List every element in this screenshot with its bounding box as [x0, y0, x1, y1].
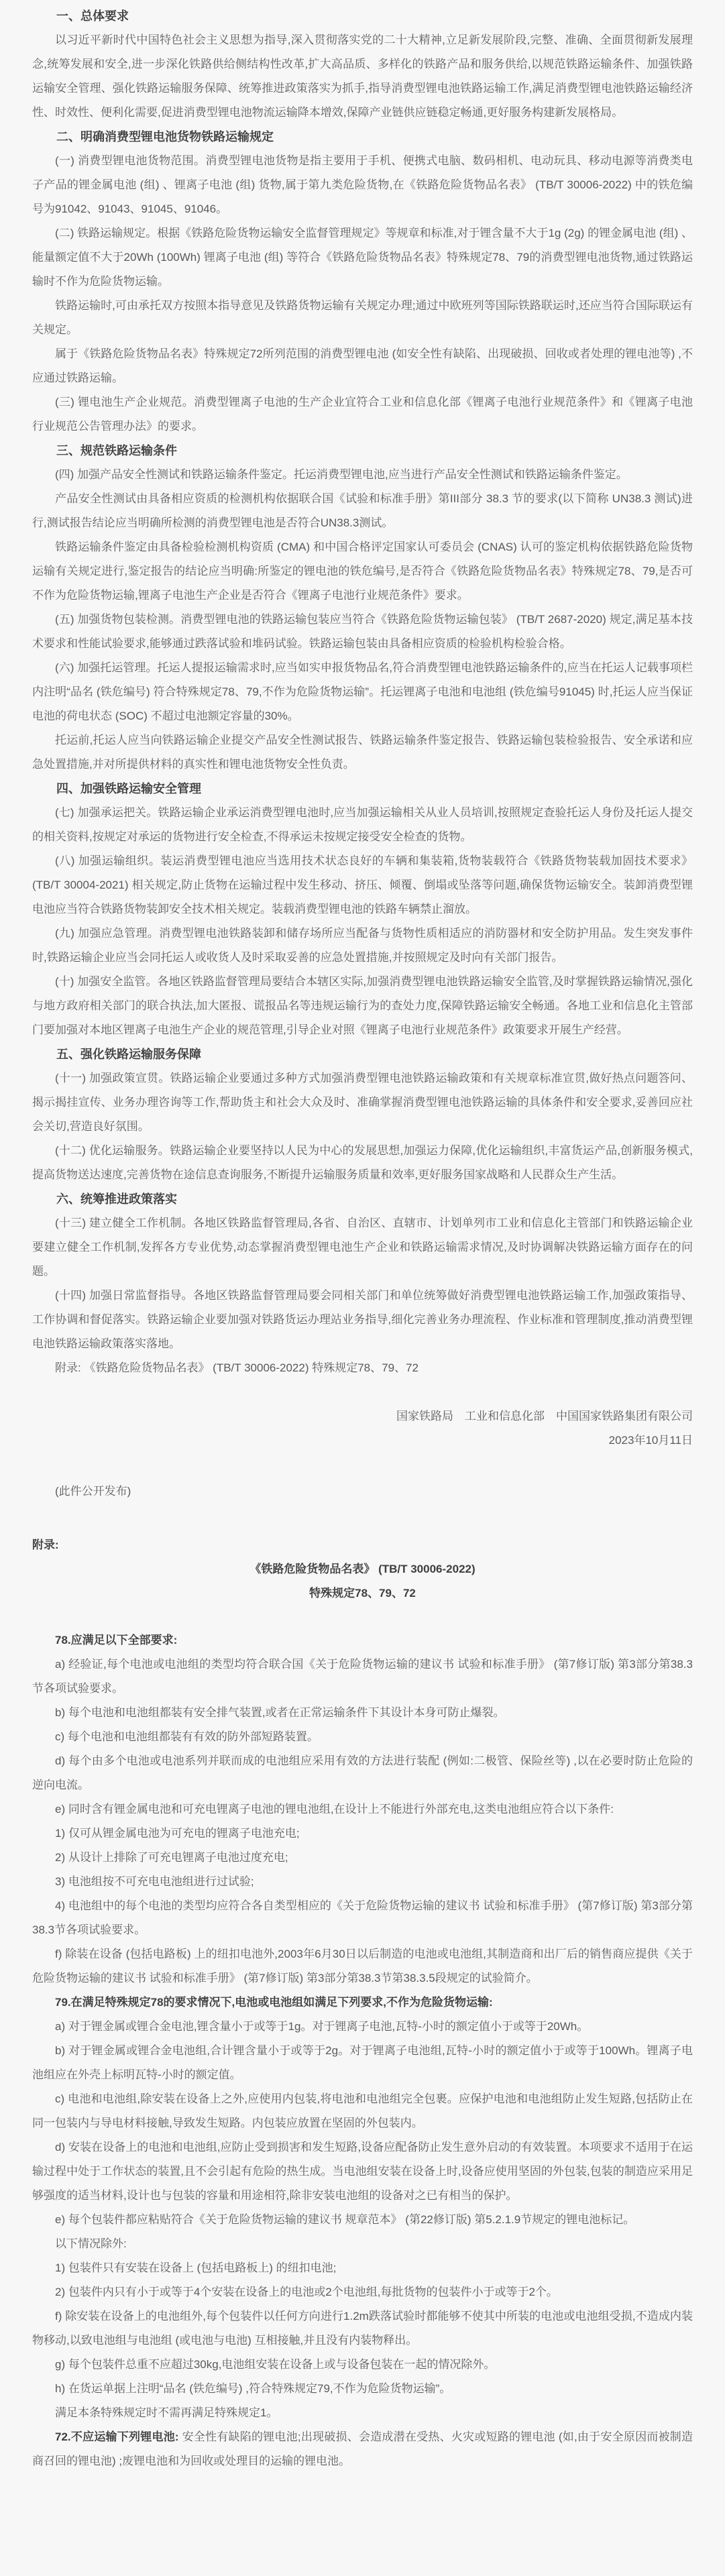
rule-item: a) 对于锂金属或锂合金电池,锂含量小于或等于1g。对于锂离子电池,瓦特-小时的额定值小于或等于20Wh。 [55, 2020, 589, 2033]
rule-subitem: 3) 电池组按不可充电电池组进行过试验; [55, 1875, 254, 1888]
paragraph: (十四) 加强日常监督指导。各地区铁路监督管理局要会同相关部门和单位统筹做好消费型锂电池铁路运输工作,加强政策指导、工作协调和督促落实。铁路运输企业要加强对铁路货运办理站业务指导,细化完善业务办理流程、作业标准和管理制度,推动消费型锂电池铁路运输政策落实落地。 [32, 1289, 693, 1350]
rule-item: g) 每个包装件总重不应超过30kg,电池组安装在设备上或与设备包装在一起的情况除外。 [55, 2358, 496, 2371]
rule-item: b) 对于锂金属或锂合金电池组,合计锂含量小于或等于2g。对于锂离子电池组,瓦特-小时的额定值小于或等于100Wh。锂离子电池组应在外壳上标明瓦特-小时的额定值。 [32, 2044, 693, 2081]
paragraph: 属于《铁路危险货物品名表》特殊规定72所列范围的消费型锂电池 (如安全性有缺陷、出现破损、回收或者处理的锂电池等) ,不应通过铁路运输。 [32, 347, 693, 384]
rule-item: h) 在货运单据上注明“品名 (铁危编号) ,符合特殊规定79,不作为危险货物运输”。 [55, 2382, 451, 2395]
paragraph: 以习近平新时代中国特色社会主义思想为指导,深入贯彻落实党的二十大精神,立足新发展阶段,完整、准确、全面贯彻新发展理念,统筹发展和安全,进一步深化铁路供给侧结构性改革,扩大高品质、多样化的铁路产品和服务供给,以规范铁路运输条件、加强铁路运输安全管理、强化铁路运输服务保障、统筹推进政策落实为抓手,指导消费型锂电池铁路运输工作,满足消费型锂电池铁路运输经济性、时效性、便利化需要,促进消费型锂电池物流运输降本增效,保障产业链供应链稳定畅通,更好服务构建新发展格局。 [32, 34, 693, 119]
section-heading-4: 四、加强铁路运输安全管理 [56, 782, 201, 795]
paragraph: 铁路运输时,可由承托双方按照本指导意见及铁路货物运输有关规定办理;通过中欧班列等国际铁路联运时,还应当符合国际联运有关规定。 [32, 299, 693, 336]
rule-item: f) 除安装在设备上的电池组外,每个包装件以任何方向进行1.2m跌落试验时都能够不使其中所装的电池或电池组受损,不造成内装物移动,以致电池组与电池组 (或电池与电池) 互相接触,并且没有内装物释出。 [32, 2310, 693, 2347]
rule-subitem: 1) 仅可从锂金属电池为可充电的锂离子电池充电; [55, 1827, 300, 1840]
signature-line: 国家铁路局 工业和信息化部 中国国家铁路集团有限公司 [396, 1410, 693, 1422]
rule-exception-intro: 以下情况除外: [55, 2237, 127, 2250]
appendix-reference-line: 附录: 《铁路危险货物品名表》 (TB/T 30006-2022) 特殊规定78、79、72 [55, 1361, 419, 1374]
rule-item: e) 每个包装件都应粘贴符合《关于危险货物运输的建议书 规章范本》 (第22修订版) 第5.2.1.9节规定的锂电池标记。 [55, 2213, 635, 2226]
section-heading-1: 一、总体要求 [56, 9, 129, 23]
section-heading-6: 六、统筹推进政策落实 [56, 1192, 177, 1206]
rule-item: b) 每个电池和电池组都装有安全排气装置,或者在正常运输条件下其设计本身可防止爆裂。 [55, 1706, 505, 1719]
special-rule-72-lead: 72.不应运输下列锂电池: [55, 2430, 179, 2443]
publish-note: (此件公开发布) [55, 1485, 131, 1498]
rule-item: c) 电池和电池组,除安装在设备上之外,应使用内包装,将电池和电池组完全包裹。应保护电池和电池组防止发生短路,包括防止在同一包装内与导电材料接触,导致发生短路。内包装应放置在坚固的外包装内。 [32, 2092, 693, 2129]
rule-note: 满足本条特殊规定时不需再满足特殊规定1。 [55, 2406, 278, 2419]
paragraph: (十二) 优化运输服务。铁路运输企业要坚持以人民为中心的发展思想,加强运力保障,优化运输组织,丰富货运产品,创新服务模式,提高货物送达速度,完善货物在途信息查询服务,不断提升运输服务质量和效率,更好服务国家战略和人民群众生产生活。 [32, 1144, 693, 1181]
paragraph: (三) 锂电池生产企业规范。消费型锂离子电池的生产企业宜符合工业和信息化部《锂离子电池行业规范条件》和《锂离子电池行业规范公告管理办法》的要求。 [32, 396, 693, 433]
rule-subitem: 1) 包装件只有安装在设备上 (包括电路板上) 的纽扣电池; [55, 2261, 337, 2274]
special-rule-72-text: 安全性有缺陷的锂电池;出现破损、会造成潜在受热、火灾或短路的锂电池 (如,由于安全原因而被制造商召回的锂电池) ;废锂电池和为回收或处理目的运输的锂电池。 [32, 2430, 693, 2467]
paragraph: (七) 加强承运把关。铁路运输企业承运消费型锂电池时,应当加强运输相关从业人员培训,按照规定查验托运人身份及托运人提交的相关资料,按规定对承运的货物进行安全检查,不得承运未按规定接受安全检查的货物。 [32, 806, 693, 843]
rule-item: e) 同时含有锂金属电池和可充电锂离子电池的锂电池组,在设计上不能进行外部充电,这类电池组应符合以下条件: [55, 1803, 614, 1815]
paragraph: (二) 铁路运输规定。根据《铁路危险货物运输安全监督管理规定》等规章和标准,对于锂含量不大于1g (2g) 的锂金属电池 (组) 、能量额定值不大于20Wh (100Wh) 锂离子电池 (组) 等符合《铁路危险货物品名表》特殊规定78、79的消费型锂电池货物,通过铁路运输时不作为危险货物运输。 [32, 227, 693, 288]
special-rule-78-heading: 78.应满足以下全部要求: [55, 1634, 178, 1646]
date-line: 2023年10月11日 [608, 1434, 693, 1447]
rule-item: d) 安装在设备上的电池和电池组,应防止受到损害和发生短路,设备应配备防止发生意外启动的有效装置。本项要求不适用于在运输过程中处于工作状态的装置,且不会引起有危险的热生成。当电池组安装在设备上时,设备应使用坚固的外包装,包装的制造应采用足够强度的适当材料,设计也与包装的容量和用途相符,除非安装电池组的设备对之已有相当的保护。 [32, 2141, 693, 2202]
rule-subitem: 2) 包装件内只有小于或等于4个安装在设备上的电池或2个电池组,每批货物的包装件小于或等于2个。 [55, 2286, 558, 2298]
rule-subitem: 4) 电池组中的每个电池的类型均应符合各自类型相应的《关于危险货物运输的建议书 试验和标准手册》 (第7修订版) 第3部分第38.3节各项试验要求。 [32, 1899, 693, 1936]
rule-item: c) 每个电池和电池组都装有有效的防外部短路装置。 [55, 1730, 319, 1743]
paragraph: 托运前,托运人应当向铁路运输企业提交产品安全性测试报告、铁路运输条件鉴定报告、铁路运输包装检验报告、安全承诺和应急处置措施,并对所提供材料的真实性和锂电池货物安全性负责。 [32, 734, 693, 771]
special-rule-79-heading: 79.在满足特殊规定78的要求情况下,电池或电池组如满足下列要求,不作为危险货物运输: [55, 1996, 493, 2009]
paragraph: 铁路运输条件鉴定由具备检验检测机构资质 (CMA) 和中国合格评定国家认可委员会 (CNAS) 认可的鉴定机构依据铁路危险货物运输有关规定进行,鉴定报告的结论应当明确:所鉴定的锂电池的铁危编号,是否符合《铁路危险货物品名表》特殊规定78、79,是否可不作为危险货物运输,锂离子电池生产企业是否符合《锂离子电池行业规范条件》要求。 [32, 541, 693, 602]
paragraph: (六) 加强托运管理。托运人提报运输需求时,应当如实申报货物品名,符合消费型锂电池铁路运输条件的,应当在托运人记载事项栏内注明“品名 (铁危编号) 符合特殊规定78、79,不作为危险货物运输”。托运锂离子电池和电池组 (铁危编号91045) 时,托运人应当保证电池的荷电状态 (SOC) 不超过电池额定容量的30%。 [32, 661, 693, 722]
paragraph: 产品安全性测试由具备相应资质的检测机构依据联合国《试验和标准手册》第III部分 38.3 节的要求(以下简称 UN38.3 测试)进行,测试报告结论应当明确所检测的消费型锂电池是否符合UN38.3测试。 [32, 492, 693, 529]
rule-item: f) 除装在设备 (包括电路板) 上的纽扣电池外,2003年6月30日以后制造的电池或电池组,其制造商和出厂后的销售商应提供《关于危险货物运输的建议书 试验和标准手册》 (第7修订版) 第3部分第38.3节第38.3.5段规定的试验简介。 [32, 1948, 693, 1984]
paragraph: (八) 加强运输组织。装运消费型锂电池应当选用技术状态良好的车辆和集装箱,货物装载符合《铁路货物装载加固技术要求》 (TB/T 30004-2021) 相关规定,防止货物在运输过程中发生移动、挤压、倾覆、倒塌或坠落等问题,确保货物运输安全。装卸消费型锂电池应当符合铁路货物装卸安全技术相关规定。装载消费型锂电池的铁路车辆禁止溜放。 [32, 854, 693, 915]
appendix-title-line1: 《铁路危险货物品名表》 (TB/T 30006-2022) [249, 1563, 476, 1575]
paragraph: (一) 消费型锂电池货物范围。消费型锂电池货物是指主要用于手机、便携式电脑、数码相机、电动玩具、移动电源等消费类电子产品的锂金属电池 (组) 、锂离子电池 (组) 货物,属于第九类危险货物,在《铁路危险货物品名表》 (TB/T 30006-2022) 中的铁危编号为91042、91043、91045、91046。 [32, 154, 693, 215]
paragraph: (四) 加强产品安全性测试和铁路运输条件鉴定。托运消费型锂电池,应当进行产品安全性测试和铁路运输条件鉴定。 [55, 468, 628, 481]
appendix-title-line2: 特殊规定78、79、72 [309, 1587, 416, 1600]
special-rule-72 [32, 2425, 693, 2473]
section-heading-5: 五、强化铁路运输服务保障 [56, 1048, 201, 1061]
paragraph: (九) 加强应急管理。消费型锂电池铁路装卸和储存场所应当配备与货物性质相适应的消防器材和安全防护用品。发生突发事件时,铁路运输企业应当会同托运人或收货人及时采取妥善的应急处置措施,并按照规定及时向有关部门报告。 [32, 927, 693, 964]
section-heading-2: 二、明确消费型锂电池货物铁路运输规定 [56, 130, 274, 144]
rule-item: d) 每个由多个电池或电池系列并联而成的电池组应采用有效的方法进行装配 (例如:二极管、保险丝等) ,以在必要时防止危险的逆向电流。 [32, 1754, 693, 1791]
section-heading-3: 三、规范铁路运输条件 [56, 444, 177, 457]
paragraph: (十) 加强安全监管。各地区铁路监督管理局要结合本辖区实际,加强消费型锂电池铁路运输安全监管,及时掌握铁路运输情况,强化与地方政府相关部门的联合执法,加大匿报、谎报品名等违规运输行为的查处力度,保障铁路运输安全畅通。各地工业和信息化主管部门要加强对本地区锂离子电池生产企业的规范管理,引导企业对照《锂离子电池行业规范条件》政策要求开展生产经营。 [32, 975, 693, 1036]
rule-subitem: 2) 从设计上排除了可充电锂离子电池过度充电; [55, 1851, 288, 1864]
rule-item: a) 经验证,每个电池或电池组的类型均符合联合国《关于危险货物运输的建议书 试验和标准手册》 (第7修订版) 第3部分第38.3节各项试验要求。 [32, 1658, 693, 1695]
paragraph: (五) 加强货物包装检测。消费型锂电池的铁路运输包装应当符合《铁路危险货物运输包装》 (TB/T 2687-2020) 规定,满足基本技术要求和性能试验要求,能够通过跌落试验和堆码试验。铁路运输包装由具备相应资质的检验机构检验合格。 [32, 613, 693, 650]
paragraph: (十一) 加强政策宣贯。铁路运输企业要通过多种方式加强消费型锂电池铁路运输政策和有关规章标准宣贯,做好热点问题答问、揭示揭挂宣传、业务办理咨询等工作,帮助货主和社会大众及时、准确掌握消费型锂电池铁路运输的具体条件和安全要求,妥善回应社会关切,营造良好氛围。 [32, 1072, 693, 1133]
paragraph: (十三) 建立健全工作机制。各地区铁路监督管理局,各省、自治区、直辖市、计划单列市工业和信息化主管部门和铁路运输企业要建立健全工作机制,发挥各方专业优势,动态掌握消费型锂电池生产企业和铁路运输需求情况,及时协调解决铁路运输方面存在的问题。 [32, 1217, 693, 1278]
appendix-label: 附录: [32, 1538, 59, 1551]
